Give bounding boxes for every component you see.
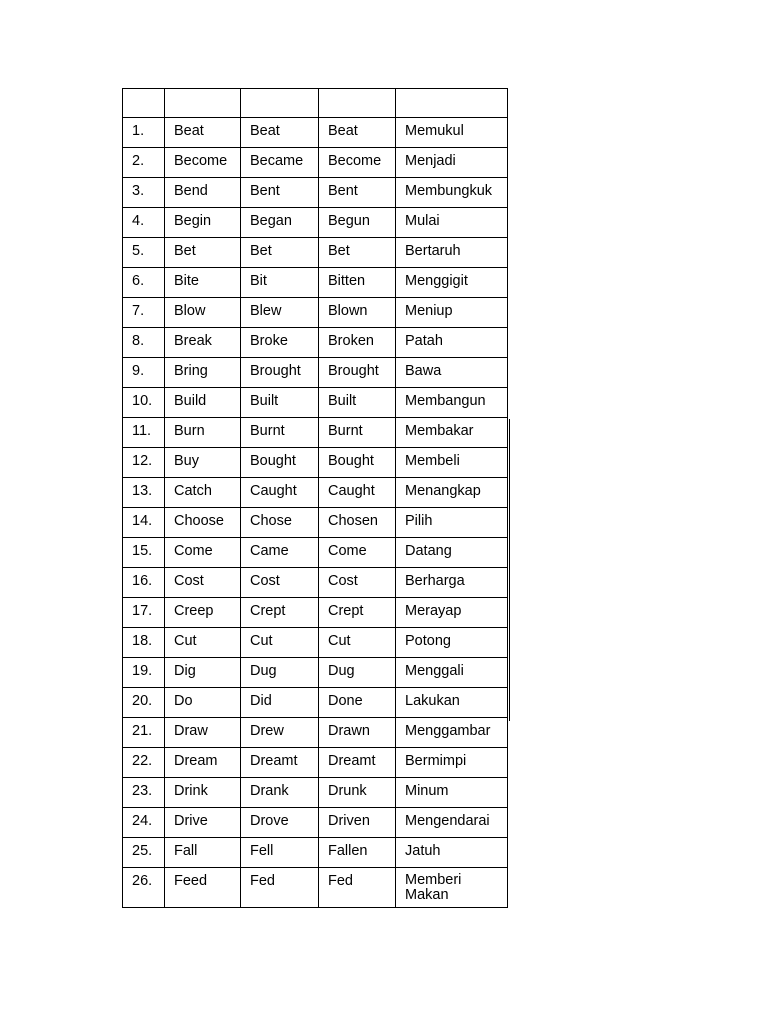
row-number-cell: 19. <box>123 658 165 688</box>
past-form-cell: Built <box>241 388 319 418</box>
past-form-cell: Caught <box>241 478 319 508</box>
past-form-cell: Cost <box>241 568 319 598</box>
past-participle-cell: Dreamt <box>319 748 396 778</box>
table-row <box>123 208 508 238</box>
meaning-cell: Mengendarai <box>396 808 508 838</box>
past-form-cell: Drove <box>241 808 319 838</box>
past-participle-cell: Crept <box>319 598 396 628</box>
past-participle-cell: Fed <box>319 868 396 908</box>
row-number-cell: 5. <box>123 238 165 268</box>
row-number-cell: 15. <box>123 538 165 568</box>
base-form-cell: Bring <box>165 358 241 388</box>
past-form-cell: Fed <box>241 868 319 908</box>
past-participle-cell: Driven <box>319 808 396 838</box>
header-cell-meaning <box>396 89 508 118</box>
past-participle-cell: Bitten <box>319 268 396 298</box>
past-participle-cell: Blown <box>319 298 396 328</box>
row-number-cell: 8. <box>123 328 165 358</box>
past-form-cell: Dug <box>241 658 319 688</box>
table-row <box>123 718 508 748</box>
row-number-cell: 4. <box>123 208 165 238</box>
table-row <box>123 448 508 478</box>
row-number-cell: 13. <box>123 478 165 508</box>
past-participle-cell: Burnt <box>319 418 396 448</box>
table-row <box>123 688 508 718</box>
side-rule-line <box>509 419 510 721</box>
meaning-cell: Menggambar <box>396 718 508 748</box>
row-number-cell: 23. <box>123 778 165 808</box>
past-participle-cell: Brought <box>319 358 396 388</box>
table-row <box>123 658 508 688</box>
row-number-cell: 1. <box>123 118 165 148</box>
meaning-cell: Bawa <box>396 358 508 388</box>
base-form-cell: Drink <box>165 778 241 808</box>
base-form-cell: Burn <box>165 418 241 448</box>
past-participle-cell: Done <box>319 688 396 718</box>
past-form-cell: Blew <box>241 298 319 328</box>
table-row <box>123 568 508 598</box>
meaning-cell: Datang <box>396 538 508 568</box>
meaning-cell: Patah <box>396 328 508 358</box>
past-form-cell: Broke <box>241 328 319 358</box>
meaning-cell: Membungkuk <box>396 178 508 208</box>
past-participle-cell: Chosen <box>319 508 396 538</box>
meaning-cell: Minum <box>396 778 508 808</box>
base-form-cell: Dig <box>165 658 241 688</box>
meaning-cell: Potong <box>396 628 508 658</box>
table-row <box>123 388 508 418</box>
base-form-cell: Cost <box>165 568 241 598</box>
base-form-cell: Do <box>165 688 241 718</box>
header-cell-participle-form <box>319 89 396 118</box>
meaning-cell: Memukul <box>396 118 508 148</box>
base-form-cell: Come <box>165 538 241 568</box>
past-participle-cell: Bet <box>319 238 396 268</box>
past-form-cell: Fell <box>241 838 319 868</box>
row-number-cell: 12. <box>123 448 165 478</box>
row-number-cell: 2. <box>123 148 165 178</box>
base-form-cell: Drive <box>165 808 241 838</box>
past-form-cell: Came <box>241 538 319 568</box>
row-number-cell: 3. <box>123 178 165 208</box>
table-body <box>123 89 508 908</box>
past-form-cell: Bought <box>241 448 319 478</box>
table-row <box>123 478 508 508</box>
meaning-cell: Menjadi <box>396 148 508 178</box>
table-header-row <box>123 89 508 118</box>
past-form-cell: Drank <box>241 778 319 808</box>
past-participle-cell: Fallen <box>319 838 396 868</box>
row-number-cell: 6. <box>123 268 165 298</box>
meaning-cell: Merayap <box>396 598 508 628</box>
past-participle-cell: Cut <box>319 628 396 658</box>
header-cell-base-form <box>165 89 241 118</box>
base-form-cell: Blow <box>165 298 241 328</box>
past-form-cell: Bet <box>241 238 319 268</box>
meaning-cell: Memberi Makan <box>396 868 508 908</box>
row-number-cell: 20. <box>123 688 165 718</box>
table-row <box>123 268 508 298</box>
base-form-cell: Feed <box>165 868 241 908</box>
meaning-cell: Mulai <box>396 208 508 238</box>
past-participle-cell: Begun <box>319 208 396 238</box>
past-form-cell: Cut <box>241 628 319 658</box>
table-row <box>123 148 508 178</box>
past-participle-cell: Come <box>319 538 396 568</box>
past-participle-cell: Caught <box>319 478 396 508</box>
table-row <box>123 868 508 908</box>
past-participle-cell: Drawn <box>319 718 396 748</box>
table-row <box>123 598 508 628</box>
meaning-cell: Membakar <box>396 418 508 448</box>
header-cell-past-form <box>241 89 319 118</box>
row-number-cell: 16. <box>123 568 165 598</box>
meaning-cell: Menggigit <box>396 268 508 298</box>
meaning-cell: Lakukan <box>396 688 508 718</box>
base-form-cell: Begin <box>165 208 241 238</box>
past-participle-cell: Bought <box>319 448 396 478</box>
past-form-cell: Bent <box>241 178 319 208</box>
base-form-cell: Bend <box>165 178 241 208</box>
past-participle-cell: Drunk <box>319 778 396 808</box>
base-form-cell: Become <box>165 148 241 178</box>
table-row <box>123 628 508 658</box>
past-participle-cell: Cost <box>319 568 396 598</box>
base-form-cell: Draw <box>165 718 241 748</box>
past-participle-cell: Built <box>319 388 396 418</box>
past-form-cell: Did <box>241 688 319 718</box>
table-row <box>123 178 508 208</box>
meaning-cell: Bertaruh <box>396 238 508 268</box>
table-row <box>123 838 508 868</box>
row-number-cell: 21. <box>123 718 165 748</box>
base-form-cell: Cut <box>165 628 241 658</box>
row-number-cell: 26. <box>123 868 165 908</box>
past-participle-cell: Broken <box>319 328 396 358</box>
meaning-cell: Meniup <box>396 298 508 328</box>
past-form-cell: Became <box>241 148 319 178</box>
meaning-cell: Bermimpi <box>396 748 508 778</box>
base-form-cell: Fall <box>165 838 241 868</box>
base-form-cell: Break <box>165 328 241 358</box>
table-row <box>123 418 508 448</box>
row-number-cell: 11. <box>123 418 165 448</box>
row-number-cell: 18. <box>123 628 165 658</box>
past-form-cell: Beat <box>241 118 319 148</box>
row-number-cell: 17. <box>123 598 165 628</box>
table-row <box>123 778 508 808</box>
past-form-cell: Dreamt <box>241 748 319 778</box>
base-form-cell: Dream <box>165 748 241 778</box>
meaning-cell: Membangun <box>396 388 508 418</box>
table-row <box>123 328 508 358</box>
base-form-cell: Creep <box>165 598 241 628</box>
row-number-cell: 24. <box>123 808 165 838</box>
base-form-cell: Beat <box>165 118 241 148</box>
past-participle-cell: Dug <box>319 658 396 688</box>
meaning-cell: Pilih <box>396 508 508 538</box>
past-form-cell: Burnt <box>241 418 319 448</box>
table-row <box>123 298 508 328</box>
past-participle-cell: Beat <box>319 118 396 148</box>
meaning-cell: Menangkap <box>396 478 508 508</box>
row-number-cell: 9. <box>123 358 165 388</box>
past-form-cell: Brought <box>241 358 319 388</box>
meaning-cell: Jatuh <box>396 838 508 868</box>
past-form-cell: Crept <box>241 598 319 628</box>
base-form-cell: Catch <box>165 478 241 508</box>
table-row <box>123 118 508 148</box>
row-number-cell: 10. <box>123 388 165 418</box>
row-number-cell: 22. <box>123 748 165 778</box>
base-form-cell: Choose <box>165 508 241 538</box>
row-number-cell: 14. <box>123 508 165 538</box>
table-row <box>123 358 508 388</box>
base-form-cell: Build <box>165 388 241 418</box>
table-row <box>123 808 508 838</box>
past-form-cell: Began <box>241 208 319 238</box>
row-number-cell: 25. <box>123 838 165 868</box>
past-participle-cell: Become <box>319 148 396 178</box>
past-form-cell: Chose <box>241 508 319 538</box>
table-row <box>123 238 508 268</box>
table-row <box>123 538 508 568</box>
irregular-verbs-table <box>122 88 508 908</box>
base-form-cell: Buy <box>165 448 241 478</box>
past-participle-cell: Bent <box>319 178 396 208</box>
base-form-cell: Bet <box>165 238 241 268</box>
header-cell-number <box>123 89 165 118</box>
past-form-cell: Drew <box>241 718 319 748</box>
table-row <box>123 508 508 538</box>
meaning-cell: Membeli <box>396 448 508 478</box>
meaning-cell: Menggali <box>396 658 508 688</box>
past-form-cell: Bit <box>241 268 319 298</box>
base-form-cell: Bite <box>165 268 241 298</box>
meaning-cell: Berharga <box>396 568 508 598</box>
row-number-cell: 7. <box>123 298 165 328</box>
table-row <box>123 748 508 778</box>
